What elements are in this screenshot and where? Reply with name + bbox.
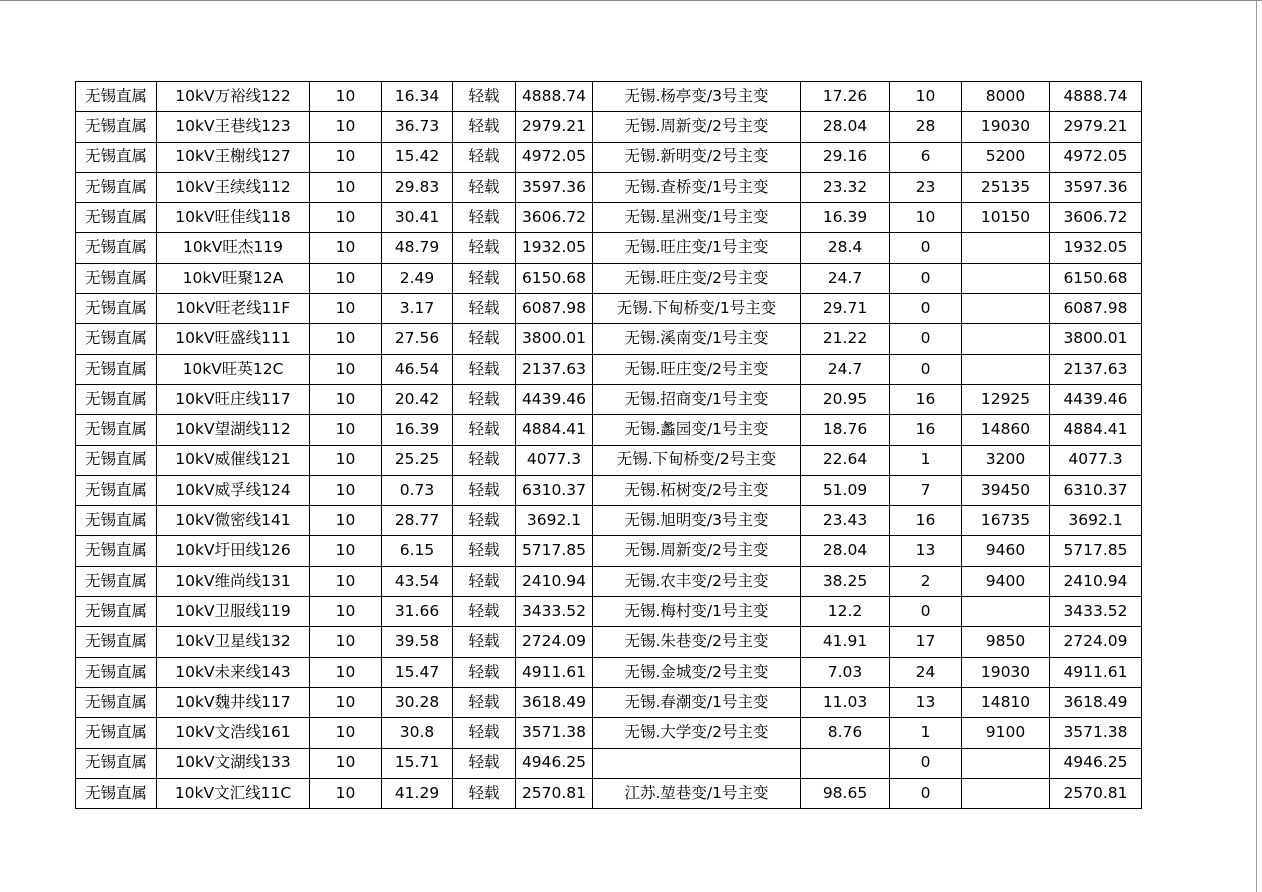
voltage-cell: 10 <box>310 627 382 657</box>
available-capacity-cell: 2570.81 <box>1050 778 1142 808</box>
available-capacity-cell: 3800.01 <box>1050 324 1142 354</box>
substation-transformer-cell: 无锡.下甸桥变/2号主变 <box>593 445 801 475</box>
substation-transformer-cell: 无锡.查桥变/1号主变 <box>593 172 801 202</box>
available-capacity-cell: 2724.09 <box>1050 627 1142 657</box>
company-cell: 无锡直属 <box>76 475 157 505</box>
feeder-name-cell: 10kV旺老线11F <box>157 294 310 324</box>
remaining-capacity-cell: 4946.25 <box>516 748 593 778</box>
load-status-cell: 轻载 <box>453 748 516 778</box>
available-capacity-cell: 4972.05 <box>1050 142 1142 172</box>
load-rate-cell: 30.8 <box>382 718 453 748</box>
remaining-capacity-cell: 2979.21 <box>516 112 593 142</box>
company-cell: 无锡直属 <box>76 627 157 657</box>
voltage-cell: 10 <box>310 415 382 445</box>
load-status-cell: 轻载 <box>453 627 516 657</box>
company-cell: 无锡直属 <box>76 233 157 263</box>
load-status-cell: 轻载 <box>453 384 516 414</box>
table-row <box>76 354 1142 384</box>
transformer-load-rate-cell: 21.22 <box>801 324 890 354</box>
feeder-name-cell: 10kV卫星线132 <box>157 627 310 657</box>
substation-transformer-cell: 江苏.堃巷变/1号主变 <box>593 778 801 808</box>
capacity-cell <box>962 748 1050 778</box>
voltage-cell: 10 <box>310 112 382 142</box>
company-cell: 无锡直属 <box>76 748 157 778</box>
count-cell: 23 <box>890 172 962 202</box>
capacity-cell <box>962 324 1050 354</box>
count-cell: 0 <box>890 597 962 627</box>
transformer-load-rate-cell: 22.64 <box>801 445 890 475</box>
voltage-cell: 10 <box>310 172 382 202</box>
transformer-load-rate-cell: 98.65 <box>801 778 890 808</box>
company-cell: 无锡直属 <box>76 778 157 808</box>
table-row <box>76 233 1142 263</box>
voltage-cell: 10 <box>310 203 382 233</box>
substation-transformer-cell: 无锡.朱巷变/2号主变 <box>593 627 801 657</box>
feeder-name-cell: 10kV文浩线161 <box>157 718 310 748</box>
table-row <box>76 294 1142 324</box>
remaining-capacity-cell: 4888.74 <box>516 82 593 112</box>
company-cell: 无锡直属 <box>76 536 157 566</box>
load-rate-cell: 43.54 <box>382 566 453 596</box>
remaining-capacity-cell: 6150.68 <box>516 263 593 293</box>
voltage-cell: 10 <box>310 445 382 475</box>
count-cell: 16 <box>890 506 962 536</box>
substation-transformer-cell: 无锡.招商变/1号主变 <box>593 384 801 414</box>
available-capacity-cell: 6310.37 <box>1050 475 1142 505</box>
remaining-capacity-cell: 4884.41 <box>516 415 593 445</box>
load-rate-cell: 29.83 <box>382 172 453 202</box>
feeder-name-cell: 10kV王榭线127 <box>157 142 310 172</box>
capacity-cell <box>962 263 1050 293</box>
company-cell: 无锡直属 <box>76 718 157 748</box>
transformer-load-rate-cell: 8.76 <box>801 718 890 748</box>
table-row <box>76 657 1142 687</box>
capacity-cell: 14860 <box>962 415 1050 445</box>
count-cell: 13 <box>890 687 962 717</box>
company-cell: 无锡直属 <box>76 294 157 324</box>
company-cell: 无锡直属 <box>76 657 157 687</box>
feeder-name-cell: 10kV魏井线117 <box>157 687 310 717</box>
load-status-cell: 轻载 <box>453 475 516 505</box>
load-status-cell: 轻载 <box>453 566 516 596</box>
voltage-cell: 10 <box>310 778 382 808</box>
remaining-capacity-cell: 6310.37 <box>516 475 593 505</box>
substation-transformer-cell: 无锡.下甸桥变/1号主变 <box>593 294 801 324</box>
count-cell: 0 <box>890 778 962 808</box>
load-status-cell: 轻载 <box>453 687 516 717</box>
count-cell: 0 <box>890 354 962 384</box>
feeder-name-cell: 10kV未来线143 <box>157 657 310 687</box>
feeder-name-cell: 10kV王巷线123 <box>157 112 310 142</box>
table-row <box>76 112 1142 142</box>
available-capacity-cell: 3433.52 <box>1050 597 1142 627</box>
table-row <box>76 778 1142 808</box>
substation-transformer-cell: 无锡.旺庄变/2号主变 <box>593 263 801 293</box>
capacity-cell: 8000 <box>962 82 1050 112</box>
capacity-cell: 39450 <box>962 475 1050 505</box>
count-cell: 13 <box>890 536 962 566</box>
count-cell: 16 <box>890 415 962 445</box>
table-row <box>76 748 1142 778</box>
table-row <box>76 687 1142 717</box>
feeder-load-table <box>75 81 1142 809</box>
feeder-name-cell: 10kV文湖线133 <box>157 748 310 778</box>
capacity-cell: 9100 <box>962 718 1050 748</box>
transformer-load-rate-cell: 23.32 <box>801 172 890 202</box>
load-rate-cell: 3.17 <box>382 294 453 324</box>
company-cell: 无锡直属 <box>76 203 157 233</box>
available-capacity-cell: 4077.3 <box>1050 445 1142 475</box>
available-capacity-cell: 6087.98 <box>1050 294 1142 324</box>
feeder-name-cell: 10kV旺杰119 <box>157 233 310 263</box>
company-cell: 无锡直属 <box>76 82 157 112</box>
load-status-cell: 轻载 <box>453 142 516 172</box>
load-rate-cell: 25.25 <box>382 445 453 475</box>
substation-transformer-cell: 无锡.溪南变/1号主变 <box>593 324 801 354</box>
voltage-cell: 10 <box>310 233 382 263</box>
table-row <box>76 627 1142 657</box>
feeder-name-cell: 10kV王续线112 <box>157 172 310 202</box>
load-status-cell: 轻载 <box>453 445 516 475</box>
table-row <box>76 203 1142 233</box>
load-status-cell: 轻载 <box>453 82 516 112</box>
voltage-cell: 10 <box>310 506 382 536</box>
count-cell: 7 <box>890 475 962 505</box>
substation-transformer-cell: 无锡.柘树变/2号主变 <box>593 475 801 505</box>
load-status-cell: 轻载 <box>453 657 516 687</box>
table-row <box>76 506 1142 536</box>
remaining-capacity-cell: 4911.61 <box>516 657 593 687</box>
available-capacity-cell: 2137.63 <box>1050 354 1142 384</box>
count-cell: 28 <box>890 112 962 142</box>
company-cell: 无锡直属 <box>76 445 157 475</box>
available-capacity-cell: 3692.1 <box>1050 506 1142 536</box>
transformer-load-rate-cell: 20.95 <box>801 384 890 414</box>
feeder-name-cell: 10kV维尚线131 <box>157 566 310 596</box>
substation-transformer-cell: 无锡.蠡园变/1号主变 <box>593 415 801 445</box>
load-rate-cell: 0.73 <box>382 475 453 505</box>
load-rate-cell: 15.42 <box>382 142 453 172</box>
transformer-load-rate-cell: 23.43 <box>801 506 890 536</box>
transformer-load-rate-cell: 12.2 <box>801 597 890 627</box>
remaining-capacity-cell: 3618.49 <box>516 687 593 717</box>
remaining-capacity-cell: 3692.1 <box>516 506 593 536</box>
company-cell: 无锡直属 <box>76 597 157 627</box>
capacity-cell: 25135 <box>962 172 1050 202</box>
voltage-cell: 10 <box>310 294 382 324</box>
load-status-cell: 轻载 <box>453 324 516 354</box>
table-row <box>76 718 1142 748</box>
load-status-cell: 轻载 <box>453 536 516 566</box>
transformer-load-rate-cell: 41.91 <box>801 627 890 657</box>
count-cell: 2 <box>890 566 962 596</box>
count-cell: 0 <box>890 233 962 263</box>
voltage-cell: 10 <box>310 687 382 717</box>
capacity-cell: 14810 <box>962 687 1050 717</box>
feeder-name-cell: 10kV文汇线11C <box>157 778 310 808</box>
voltage-cell: 10 <box>310 566 382 596</box>
load-status-cell: 轻载 <box>453 506 516 536</box>
voltage-cell: 10 <box>310 324 382 354</box>
transformer-load-rate-cell: 18.76 <box>801 415 890 445</box>
capacity-cell: 3200 <box>962 445 1050 475</box>
remaining-capacity-cell: 4439.46 <box>516 384 593 414</box>
count-cell: 10 <box>890 82 962 112</box>
capacity-cell: 9850 <box>962 627 1050 657</box>
substation-transformer-cell: 无锡.梅村变/1号主变 <box>593 597 801 627</box>
count-cell: 17 <box>890 627 962 657</box>
page-right-border <box>1256 0 1257 892</box>
transformer-load-rate-cell: 38.25 <box>801 566 890 596</box>
feeder-name-cell: 10kV万裕线122 <box>157 82 310 112</box>
remaining-capacity-cell: 3571.38 <box>516 718 593 748</box>
load-rate-cell: 36.73 <box>382 112 453 142</box>
company-cell: 无锡直属 <box>76 142 157 172</box>
available-capacity-cell: 2410.94 <box>1050 566 1142 596</box>
remaining-capacity-cell: 4972.05 <box>516 142 593 172</box>
count-cell: 10 <box>890 203 962 233</box>
voltage-cell: 10 <box>310 536 382 566</box>
table-row <box>76 536 1142 566</box>
company-cell: 无锡直属 <box>76 324 157 354</box>
voltage-cell: 10 <box>310 475 382 505</box>
capacity-cell: 9460 <box>962 536 1050 566</box>
load-rate-cell: 46.54 <box>382 354 453 384</box>
transformer-load-rate-cell: 24.7 <box>801 354 890 384</box>
voltage-cell: 10 <box>310 142 382 172</box>
count-cell: 6 <box>890 142 962 172</box>
table-row <box>76 597 1142 627</box>
voltage-cell: 10 <box>310 748 382 778</box>
substation-transformer-cell: 无锡.旭明变/3号主变 <box>593 506 801 536</box>
load-status-cell: 轻载 <box>453 597 516 627</box>
count-cell: 0 <box>890 324 962 354</box>
capacity-cell: 19030 <box>962 112 1050 142</box>
available-capacity-cell: 4888.74 <box>1050 82 1142 112</box>
load-status-cell: 轻载 <box>453 294 516 324</box>
company-cell: 无锡直属 <box>76 112 157 142</box>
table-body <box>76 82 1142 809</box>
available-capacity-cell: 4911.61 <box>1050 657 1142 687</box>
table-row <box>76 324 1142 354</box>
transformer-load-rate-cell: 28.4 <box>801 233 890 263</box>
transformer-load-rate-cell: 51.09 <box>801 475 890 505</box>
capacity-cell: 10150 <box>962 203 1050 233</box>
table-row <box>76 475 1142 505</box>
substation-transformer-cell: 无锡.大学变/2号主变 <box>593 718 801 748</box>
substation-transformer-cell: 无锡.杨亭变/3号主变 <box>593 82 801 112</box>
feeder-name-cell: 10kV卫服线119 <box>157 597 310 627</box>
capacity-cell <box>962 597 1050 627</box>
remaining-capacity-cell: 2410.94 <box>516 566 593 596</box>
available-capacity-cell: 2979.21 <box>1050 112 1142 142</box>
voltage-cell: 10 <box>310 263 382 293</box>
transformer-load-rate-cell <box>801 748 890 778</box>
feeder-name-cell: 10kV微密线141 <box>157 506 310 536</box>
remaining-capacity-cell: 2724.09 <box>516 627 593 657</box>
load-status-cell: 轻载 <box>453 172 516 202</box>
feeder-name-cell: 10kV威孚线124 <box>157 475 310 505</box>
load-rate-cell: 15.71 <box>382 748 453 778</box>
voltage-cell: 10 <box>310 384 382 414</box>
substation-transformer-cell: 无锡.金城变/2号主变 <box>593 657 801 687</box>
table-row <box>76 415 1142 445</box>
substation-transformer-cell: 无锡.周新变/2号主变 <box>593 536 801 566</box>
remaining-capacity-cell: 3800.01 <box>516 324 593 354</box>
voltage-cell: 10 <box>310 657 382 687</box>
table-row <box>76 384 1142 414</box>
load-rate-cell: 48.79 <box>382 233 453 263</box>
capacity-cell: 19030 <box>962 657 1050 687</box>
feeder-name-cell: 10kV旺佳线118 <box>157 203 310 233</box>
load-status-cell: 轻载 <box>453 718 516 748</box>
remaining-capacity-cell: 6087.98 <box>516 294 593 324</box>
load-status-cell: 轻载 <box>453 203 516 233</box>
capacity-cell <box>962 354 1050 384</box>
load-rate-cell: 16.34 <box>382 82 453 112</box>
available-capacity-cell: 4946.25 <box>1050 748 1142 778</box>
voltage-cell: 10 <box>310 354 382 384</box>
load-status-cell: 轻载 <box>453 415 516 445</box>
load-rate-cell: 6.15 <box>382 536 453 566</box>
table-row <box>76 172 1142 202</box>
available-capacity-cell: 4439.46 <box>1050 384 1142 414</box>
transformer-load-rate-cell: 28.04 <box>801 112 890 142</box>
available-capacity-cell: 1932.05 <box>1050 233 1142 263</box>
voltage-cell: 10 <box>310 82 382 112</box>
available-capacity-cell: 3571.38 <box>1050 718 1142 748</box>
capacity-cell: 16735 <box>962 506 1050 536</box>
transformer-load-rate-cell: 11.03 <box>801 687 890 717</box>
remaining-capacity-cell: 1932.05 <box>516 233 593 263</box>
table-row <box>76 566 1142 596</box>
available-capacity-cell: 3618.49 <box>1050 687 1142 717</box>
capacity-cell: 5200 <box>962 142 1050 172</box>
feeder-name-cell: 10kV望湖线112 <box>157 415 310 445</box>
count-cell: 24 <box>890 657 962 687</box>
substation-transformer-cell: 无锡.周新变/2号主变 <box>593 112 801 142</box>
voltage-cell: 10 <box>310 718 382 748</box>
remaining-capacity-cell: 2570.81 <box>516 778 593 808</box>
substation-transformer-cell: 无锡.春潮变/1号主变 <box>593 687 801 717</box>
available-capacity-cell: 5717.85 <box>1050 536 1142 566</box>
load-status-cell: 轻载 <box>453 778 516 808</box>
available-capacity-cell: 3606.72 <box>1050 203 1142 233</box>
transformer-load-rate-cell: 29.16 <box>801 142 890 172</box>
remaining-capacity-cell: 2137.63 <box>516 354 593 384</box>
remaining-capacity-cell: 3606.72 <box>516 203 593 233</box>
transformer-load-rate-cell: 24.7 <box>801 263 890 293</box>
transformer-load-rate-cell: 29.71 <box>801 294 890 324</box>
available-capacity-cell: 6150.68 <box>1050 263 1142 293</box>
feeder-name-cell: 10kV旺聚12A <box>157 263 310 293</box>
count-cell: 0 <box>890 294 962 324</box>
count-cell: 1 <box>890 718 962 748</box>
company-cell: 无锡直属 <box>76 384 157 414</box>
company-cell: 无锡直属 <box>76 566 157 596</box>
load-rate-cell: 41.29 <box>382 778 453 808</box>
company-cell: 无锡直属 <box>76 687 157 717</box>
available-capacity-cell: 3597.36 <box>1050 172 1142 202</box>
remaining-capacity-cell: 3597.36 <box>516 172 593 202</box>
count-cell: 0 <box>890 263 962 293</box>
count-cell: 16 <box>890 384 962 414</box>
load-status-cell: 轻载 <box>453 112 516 142</box>
transformer-load-rate-cell: 7.03 <box>801 657 890 687</box>
count-cell: 1 <box>890 445 962 475</box>
feeder-name-cell: 10kV旺盛线111 <box>157 324 310 354</box>
transformer-load-rate-cell: 28.04 <box>801 536 890 566</box>
load-rate-cell: 20.42 <box>382 384 453 414</box>
load-rate-cell: 28.77 <box>382 506 453 536</box>
company-cell: 无锡直属 <box>76 172 157 202</box>
transformer-load-rate-cell: 17.26 <box>801 82 890 112</box>
substation-transformer-cell: 无锡.旺庄变/2号主变 <box>593 354 801 384</box>
voltage-cell: 10 <box>310 597 382 627</box>
feeder-name-cell: 10kV旺英12C <box>157 354 310 384</box>
count-cell: 0 <box>890 748 962 778</box>
table-row <box>76 142 1142 172</box>
page-top-border <box>0 0 1262 1</box>
transformer-load-rate-cell: 16.39 <box>801 203 890 233</box>
capacity-cell <box>962 778 1050 808</box>
company-cell: 无锡直属 <box>76 415 157 445</box>
load-rate-cell: 39.58 <box>382 627 453 657</box>
load-status-cell: 轻载 <box>453 263 516 293</box>
company-cell: 无锡直属 <box>76 263 157 293</box>
load-rate-cell: 30.41 <box>382 203 453 233</box>
capacity-cell: 9400 <box>962 566 1050 596</box>
load-rate-cell: 15.47 <box>382 657 453 687</box>
feeder-name-cell: 10kV圩田线126 <box>157 536 310 566</box>
remaining-capacity-cell: 5717.85 <box>516 536 593 566</box>
substation-transformer-cell: 无锡.农丰变/2号主变 <box>593 566 801 596</box>
capacity-cell <box>962 233 1050 263</box>
load-rate-cell: 27.56 <box>382 324 453 354</box>
substation-transformer-cell: 无锡.星洲变/1号主变 <box>593 203 801 233</box>
feeder-name-cell: 10kV威催线121 <box>157 445 310 475</box>
company-cell: 无锡直属 <box>76 506 157 536</box>
capacity-cell: 12925 <box>962 384 1050 414</box>
load-status-cell: 轻载 <box>453 233 516 263</box>
table-row <box>76 445 1142 475</box>
feeder-name-cell: 10kV旺庄线117 <box>157 384 310 414</box>
remaining-capacity-cell: 3433.52 <box>516 597 593 627</box>
table-row <box>76 82 1142 112</box>
load-status-cell: 轻载 <box>453 354 516 384</box>
table-row <box>76 263 1142 293</box>
substation-transformer-cell <box>593 748 801 778</box>
substation-transformer-cell: 无锡.新明变/2号主变 <box>593 142 801 172</box>
load-rate-cell: 31.66 <box>382 597 453 627</box>
substation-transformer-cell: 无锡.旺庄变/1号主变 <box>593 233 801 263</box>
company-cell: 无锡直属 <box>76 354 157 384</box>
remaining-capacity-cell: 4077.3 <box>516 445 593 475</box>
available-capacity-cell: 4884.41 <box>1050 415 1142 445</box>
load-rate-cell: 16.39 <box>382 415 453 445</box>
load-rate-cell: 2.49 <box>382 263 453 293</box>
capacity-cell <box>962 294 1050 324</box>
load-rate-cell: 30.28 <box>382 687 453 717</box>
